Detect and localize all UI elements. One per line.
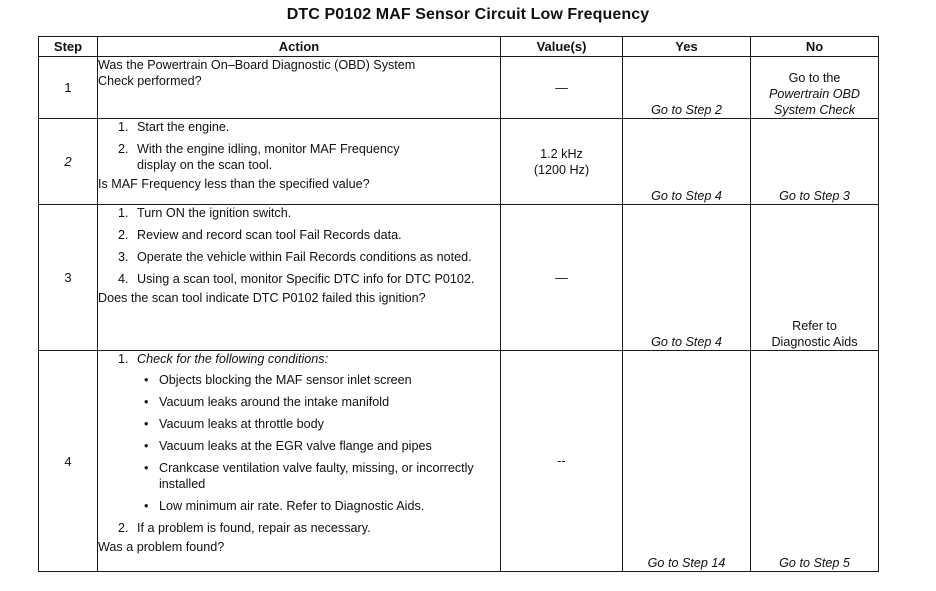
table-row <box>39 119 879 205</box>
no-link[interactable]: System Check <box>773 103 856 117</box>
header-row <box>39 37 879 57</box>
action-cell <box>98 351 501 572</box>
no-link[interactable]: Go to Step 3 <box>751 119 879 205</box>
condition-text: Vacuum leaks at the EGR valve flange and pipes <box>159 439 432 453</box>
no-cell[interactable] <box>751 205 879 351</box>
bullet-icon: • <box>144 461 149 475</box>
step-number: 4 <box>39 351 98 572</box>
yes-link[interactable]: Go to Step 2 <box>623 57 751 119</box>
bullet-icon: • <box>144 395 149 409</box>
step-number: 2 <box>39 119 98 205</box>
page-title: DTC P0102 MAF Sensor Circuit Low Frequency <box>286 6 650 23</box>
no-text: Go to the <box>788 71 841 85</box>
conditions-list <box>137 372 500 514</box>
table-row <box>39 351 879 572</box>
value-cell <box>501 119 623 205</box>
condition-text: Vacuum leaks at throttle body <box>159 417 324 431</box>
header-values: Value(s) <box>501 37 623 57</box>
header-step: Step <box>39 37 98 57</box>
item-number: 2. <box>118 521 129 535</box>
procedure-list <box>98 205 500 287</box>
procedure-list <box>98 119 500 173</box>
item-number: 2. <box>118 142 129 156</box>
item-text: Operate the vehicle within Fail Records conditions as noted. <box>137 250 472 264</box>
item-number: 1. <box>118 206 129 220</box>
condition-item <box>137 372 500 388</box>
condition-text: Low minimum air rate. Refer to Diagnostic Aids. <box>159 499 425 513</box>
item-number: 1. <box>118 352 129 366</box>
procedure-list <box>98 351 500 536</box>
question-text: Is MAF Frequency less than the specified value? <box>98 177 370 191</box>
bullet-icon: • <box>144 439 149 453</box>
procedure-item <box>98 205 500 221</box>
bullet-icon: • <box>144 417 149 431</box>
item-text: If a problem is found, repair as necessary. <box>137 521 371 535</box>
action-cell <box>98 119 501 205</box>
value-cell: -- <box>501 351 623 572</box>
value-cell: — <box>501 57 623 119</box>
yes-link[interactable]: Go to Step 14 <box>623 351 751 572</box>
condition-text: Vacuum leaks around the intake manifold <box>159 395 390 409</box>
no-cell[interactable] <box>751 57 879 119</box>
item-text: With the engine idling, monitor MAF Frequency display on the scan tool. <box>137 142 400 172</box>
item-number: 1. <box>118 120 129 134</box>
procedure-item <box>98 520 500 536</box>
value-hz: (1200 Hz) <box>533 162 590 177</box>
condition-item <box>137 460 500 492</box>
no-link[interactable]: Diagnostic Aids <box>771 335 858 349</box>
table-row <box>39 205 879 351</box>
action-cell <box>98 57 501 119</box>
condition-item <box>137 498 500 514</box>
condition-item <box>137 394 500 410</box>
procedure-item <box>98 227 500 243</box>
yes-link[interactable]: Go to Step 4 <box>623 205 751 351</box>
condition-item <box>137 416 500 432</box>
condition-item <box>137 438 500 454</box>
header-action: Action <box>98 37 501 57</box>
bullet-icon: • <box>144 499 149 513</box>
action-cell <box>98 205 501 351</box>
value-cell: — <box>501 205 623 351</box>
item-text: Turn ON the ignition switch. <box>137 206 292 220</box>
item-text: Start the engine. <box>137 120 230 134</box>
value-khz: 1.2 kHz <box>540 146 583 161</box>
procedure-item <box>98 141 500 173</box>
no-link[interactable]: Powertrain OBD <box>769 87 860 101</box>
question-text: Was the Powertrain On–Board Diagnostic (OBD) System Check performed? <box>98 58 416 88</box>
item-text: Review and record scan tool Fail Records data. <box>137 228 402 242</box>
question-text: Does the scan tool indicate DTC P0102 failed this ignition? <box>98 291 426 305</box>
item-number: 3. <box>118 250 129 264</box>
yes-link[interactable]: Go to Step 4 <box>623 119 751 205</box>
bullet-icon: • <box>144 373 149 387</box>
condition-text: Crankcase ventilation valve faulty, missing, or incorrectly installed <box>159 461 474 491</box>
no-link[interactable]: Go to Step 5 <box>751 351 879 572</box>
diagnostic-table <box>38 36 879 572</box>
table-row <box>39 57 879 119</box>
step-number: 3 <box>39 205 98 351</box>
procedure-item <box>98 351 500 514</box>
item-text: Check for the following conditions: <box>137 352 329 366</box>
header-yes: Yes <box>623 37 751 57</box>
item-text: Using a scan tool, monitor Specific DTC info for DTC P0102. <box>137 272 475 286</box>
header-no: No <box>751 37 879 57</box>
item-number: 2. <box>118 228 129 242</box>
step-number: 1 <box>39 57 98 119</box>
procedure-item <box>98 249 500 265</box>
procedure-item <box>98 271 500 287</box>
question-text: Was a problem found? <box>98 540 225 554</box>
condition-text: Objects blocking the MAF sensor inlet screen <box>159 373 412 387</box>
item-number: 4. <box>118 272 129 286</box>
no-text: Refer to <box>792 319 837 333</box>
procedure-item <box>98 119 500 135</box>
